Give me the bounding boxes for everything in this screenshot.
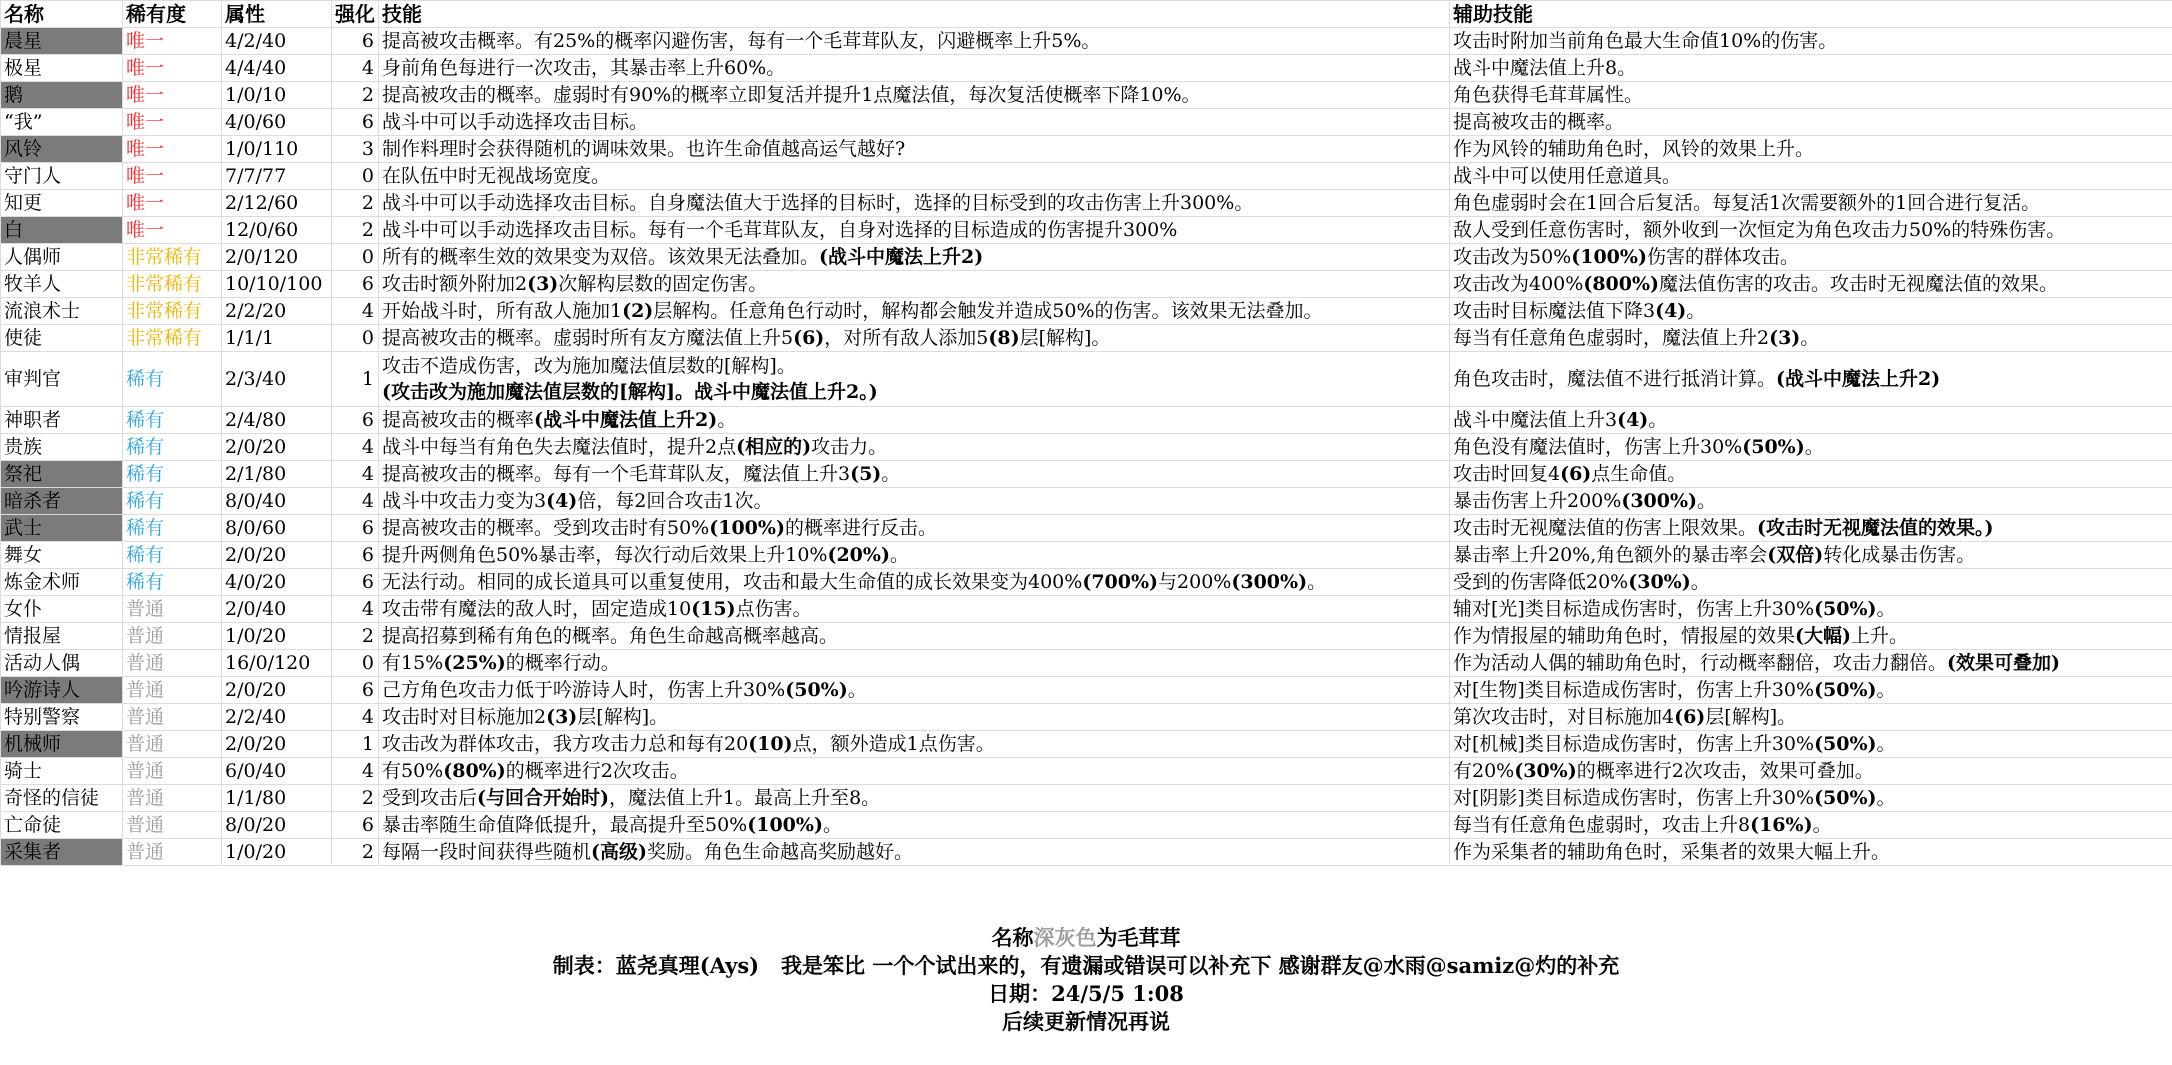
cell-rarity[interactable]: 唯一	[123, 28, 222, 55]
cell-attributes[interactable]: 1/0/20	[222, 839, 332, 866]
cell-attributes[interactable]: 7/7/77	[222, 163, 332, 190]
table-row	[1, 298, 2172, 325]
cell-skill[interactable]: 暴击率随生命值降低提升，最高提升至50%(100%)。	[379, 812, 1450, 839]
cell-name[interactable]: 晨星	[1, 28, 123, 55]
table-row	[1, 434, 2172, 461]
cell-name[interactable]: 机械师	[1, 731, 123, 758]
cell-enhance[interactable]: 2	[332, 217, 379, 244]
cell-skill[interactable]: 己方角色攻击力低于吟游诗人时，伤害上升30%(50%)。	[379, 677, 1450, 704]
cell-enhance[interactable]: 6	[332, 812, 379, 839]
cell-attributes[interactable]: 1/0/110	[222, 136, 332, 163]
cell-name[interactable]: 牧羊人	[1, 271, 123, 298]
cell-support-skill[interactable]: 敌人受到任意伤害时，额外收到一次恒定为角色攻击力50%的特殊伤害。	[1450, 217, 2172, 244]
legend-color-word: 深灰色	[1033, 925, 1097, 950]
table-row	[1, 785, 2172, 812]
cell-support-skill[interactable]: 有20%(30%)的概率进行2次攻击，效果可叠加。	[1450, 758, 2172, 785]
header-rarity[interactable]: 稀有度	[123, 1, 222, 28]
cell-enhance[interactable]: 1	[332, 731, 379, 758]
cell-support-skill[interactable]: 对[阴影]类目标造成伤害时，伤害上升30%(50%)。	[1450, 785, 2172, 812]
cell-attributes[interactable]: 8/0/60	[222, 515, 332, 542]
cell-name[interactable]: 奇怪的信徒	[1, 785, 123, 812]
cell-attributes[interactable]: 2/12/60	[222, 190, 332, 217]
cell-name[interactable]: 白	[1, 217, 123, 244]
cell-attributes[interactable]: 4/0/20	[222, 569, 332, 596]
cell-enhance[interactable]: 0	[332, 244, 379, 271]
cell-skill[interactable]: 战斗中可以手动选择攻击目标。每有一个毛茸茸队友，自身对选择的目标造成的伤害提升300%	[379, 217, 1450, 244]
cell-name[interactable]: 守门人	[1, 163, 123, 190]
table-row	[1, 190, 2172, 217]
cell-attributes[interactable]: 2/2/40	[222, 704, 332, 731]
cell-support-skill[interactable]: 角色虚弱时会在1回合后复活。每复活1次需要额外的1回合进行复活。	[1450, 190, 2172, 217]
cell-skill[interactable]: 提高被攻击概率。有25%的概率闪避伤害，每有一个毛茸茸队友，闪避概率上升5%。	[379, 28, 1450, 55]
cell-name[interactable]: 采集者	[1, 839, 123, 866]
table-row	[1, 244, 2172, 271]
table-row	[1, 82, 2172, 109]
cell-attributes[interactable]: 6/0/40	[222, 758, 332, 785]
cell-rarity[interactable]: 稀有	[123, 569, 222, 596]
cell-name[interactable]: 知更	[1, 190, 123, 217]
cell-name[interactable]: 特别警察	[1, 704, 123, 731]
cell-enhance[interactable]: 6	[332, 407, 379, 434]
cell-attributes[interactable]: 2/2/20	[222, 298, 332, 325]
cell-name[interactable]: 女仆	[1, 596, 123, 623]
footer-notes	[0, 924, 2172, 1036]
cell-enhance[interactable]: 4	[332, 704, 379, 731]
cell-attributes[interactable]: 2/0/20	[222, 434, 332, 461]
cell-name[interactable]: 情报屋	[1, 623, 123, 650]
cell-rarity[interactable]: 非常稀有	[123, 298, 222, 325]
cell-attributes[interactable]: 2/0/20	[222, 542, 332, 569]
cell-enhance[interactable]: 0	[332, 650, 379, 677]
cell-rarity[interactable]: 普通	[123, 704, 222, 731]
cell-rarity[interactable]: 非常稀有	[123, 271, 222, 298]
cell-support-skill[interactable]: 攻击时目标魔法值下降3(4)。	[1450, 298, 2172, 325]
cell-support-skill[interactable]: 受到的伤害降低20%(30%)。	[1450, 569, 2172, 596]
table-row	[1, 596, 2172, 623]
header-name[interactable]: 名称	[1, 1, 123, 28]
cell-name[interactable]: 鹅	[1, 82, 123, 109]
cell-rarity[interactable]: 稀有	[123, 407, 222, 434]
cell-enhance[interactable]: 4	[332, 298, 379, 325]
cell-support-skill[interactable]: 作为情报屋的辅助角色时，情报屋的效果(大幅)上升。	[1450, 623, 2172, 650]
cell-support-skill[interactable]: 角色获得毛茸茸属性。	[1450, 82, 2172, 109]
cell-attributes[interactable]: 1/1/1	[222, 325, 332, 352]
cell-skill[interactable]: 攻击改为群体攻击，我方攻击力总和每有20(10)点，额外造成1点伤害。	[379, 731, 1450, 758]
cell-skill[interactable]: 提升两侧角色50%暴击率，每次行动后效果上升10%(20%)。	[379, 542, 1450, 569]
cell-enhance[interactable]: 6	[332, 677, 379, 704]
cell-name[interactable]: 暗杀者	[1, 488, 123, 515]
cell-attributes[interactable]: 4/0/60	[222, 109, 332, 136]
cell-support-skill[interactable]: 作为风铃的辅助角色时，风铃的效果上升。	[1450, 136, 2172, 163]
cell-rarity[interactable]: 唯一	[123, 109, 222, 136]
table-row	[1, 217, 2172, 244]
header-enhance[interactable]: 强化	[332, 1, 379, 28]
table-row	[1, 271, 2172, 298]
header-attributes[interactable]: 属性	[222, 1, 332, 28]
cell-attributes[interactable]: 2/0/20	[222, 677, 332, 704]
table-row	[1, 55, 2172, 82]
cell-attributes[interactable]: 1/0/20	[222, 623, 332, 650]
table-row	[1, 839, 2172, 866]
cell-name[interactable]: 炼金术师	[1, 569, 123, 596]
table-row	[1, 488, 2172, 515]
cell-name[interactable]: “我”	[1, 109, 123, 136]
cell-support-skill[interactable]: 每当有任意角色虚弱时，魔法值上升2(3)。	[1450, 325, 2172, 352]
table-row	[1, 325, 2172, 352]
cell-skill[interactable]: 战斗中攻击力变为3(4)倍，每2回合攻击1次。	[379, 488, 1450, 515]
cell-attributes[interactable]: 4/4/40	[222, 55, 332, 82]
cell-support-skill[interactable]: 攻击改为50%(100%)伤害的群体攻击。	[1450, 244, 2172, 271]
table-row	[1, 515, 2172, 542]
cell-name[interactable]: 骑士	[1, 758, 123, 785]
cell-enhance[interactable]: 6	[332, 515, 379, 542]
cell-attributes[interactable]: 4/2/40	[222, 28, 332, 55]
cell-skill[interactable]: 攻击时额外附加2(3)次解构层数的固定伤害。	[379, 271, 1450, 298]
cell-enhance[interactable]: 4	[332, 55, 379, 82]
cell-skill[interactable]: 提高被攻击的概率。每有一个毛茸茸队友，魔法值上升3(5)。	[379, 461, 1450, 488]
cell-attributes[interactable]: 1/0/10	[222, 82, 332, 109]
cell-skill[interactable]: 在队伍中时无视战场宽度。	[379, 163, 1450, 190]
cell-support-skill[interactable]: 角色攻击时，魔法值不进行抵消计算。(战斗中魔法上升2)	[1450, 352, 2172, 407]
cell-skill[interactable]: 提高招募到稀有角色的概率。角色生命越高概率越高。	[379, 623, 1450, 650]
cell-enhance[interactable]: 0	[332, 163, 379, 190]
cell-rarity[interactable]: 唯一	[123, 136, 222, 163]
cell-attributes[interactable]: 8/0/20	[222, 812, 332, 839]
cell-name[interactable]: 使徒	[1, 325, 123, 352]
cell-name[interactable]: 极星	[1, 55, 123, 82]
cell-rarity[interactable]: 普通	[123, 785, 222, 812]
table-row	[1, 569, 2172, 596]
cell-support-skill[interactable]: 对[机械]类目标造成伤害时，伤害上升30%(50%)。	[1450, 731, 2172, 758]
cell-name[interactable]: 风铃	[1, 136, 123, 163]
cell-name[interactable]: 活动人偶	[1, 650, 123, 677]
cell-enhance[interactable]: 4	[332, 596, 379, 623]
table-row	[1, 623, 2172, 650]
cell-enhance[interactable]: 6	[332, 542, 379, 569]
cell-skill[interactable]: 受到攻击后(与回合开始时)，魔法值上升1。最高上升至8。	[379, 785, 1450, 812]
cell-support-skill[interactable]: 每当有任意角色虚弱时，攻击上升8(16%)。	[1450, 812, 2172, 839]
table-row	[1, 812, 2172, 839]
cell-name[interactable]: 贵族	[1, 434, 123, 461]
cell-rarity[interactable]: 稀有	[123, 488, 222, 515]
cell-support-skill[interactable]: 角色没有魔法值时，伤害上升30%(50%)。	[1450, 434, 2172, 461]
cell-enhance[interactable]: 2	[332, 82, 379, 109]
cell-attributes[interactable]: 2/0/120	[222, 244, 332, 271]
header-skill[interactable]: 技能	[379, 1, 1450, 28]
cell-rarity[interactable]: 稀有	[123, 434, 222, 461]
cell-support-skill[interactable]: 战斗中魔法值上升8。	[1450, 55, 2172, 82]
cell-enhance[interactable]: 6	[332, 28, 379, 55]
cell-name[interactable]: 舞女	[1, 542, 123, 569]
cell-skill[interactable]: 每隔一段时间获得些随机(高级)奖励。角色生命越高奖励越好。	[379, 839, 1450, 866]
cell-enhance[interactable]: 2	[332, 785, 379, 812]
cell-attributes[interactable]: 8/0/40	[222, 488, 332, 515]
cell-attributes[interactable]: 1/1/80	[222, 785, 332, 812]
cell-support-skill[interactable]: 攻击时无视魔法值的伤害上限效果。(攻击时无视魔法值的效果。)	[1450, 515, 2172, 542]
cell-skill[interactable]: 制作料理时会获得随机的调味效果。也许生命值越高运气越好?	[379, 136, 1450, 163]
table-body	[1, 28, 2172, 866]
cell-enhance[interactable]: 3	[332, 136, 379, 163]
cell-skill[interactable]: 提高被攻击的概率。受到攻击时有50%(100%)的概率进行反击。	[379, 515, 1450, 542]
cell-support-skill[interactable]: 对[生物]类目标造成伤害时，伤害上升30%(50%)。	[1450, 677, 2172, 704]
cell-name[interactable]: 祭祀	[1, 461, 123, 488]
cell-rarity[interactable]: 普通	[123, 677, 222, 704]
cell-support-skill[interactable]: 攻击时回复4(6)点生命值。	[1450, 461, 2172, 488]
cell-enhance[interactable]: 2	[332, 623, 379, 650]
table-row	[1, 136, 2172, 163]
cell-skill[interactable]: 攻击不造成伤害，改为施加魔法值层数的[解构]。 (攻击改为施加魔法值层数的[解构]。战斗中魔法值上升2。)	[379, 352, 1450, 407]
cell-rarity[interactable]: 普通	[123, 731, 222, 758]
cell-rarity[interactable]: 普通	[123, 596, 222, 623]
cell-skill[interactable]: 提高被攻击的概率(战斗中魔法值上升2)。	[379, 407, 1450, 434]
cell-skill[interactable]: 提高被攻击的概率。虚弱时所有友方魔法值上升5(6)，对所有敌人添加5(8)层[解构]。	[379, 325, 1450, 352]
cell-support-skill[interactable]: 战斗中魔法值上升3(4)。	[1450, 407, 2172, 434]
cell-attributes[interactable]: 2/4/80	[222, 407, 332, 434]
cell-attributes[interactable]: 2/1/80	[222, 461, 332, 488]
cell-attributes[interactable]: 2/3/40	[222, 352, 332, 407]
cell-enhance[interactable]: 2	[332, 839, 379, 866]
cell-support-skill[interactable]: 作为活动人偶的辅助角色时，行动概率翻倍，攻击力翻倍。(效果可叠加)	[1450, 650, 2172, 677]
cell-rarity[interactable]: 唯一	[123, 55, 222, 82]
table-row	[1, 758, 2172, 785]
cell-name[interactable]: 审判官	[1, 352, 123, 407]
cell-support-skill[interactable]: 第次攻击时，对目标施加4(6)层[解构]。	[1450, 704, 2172, 731]
cell-skill[interactable]: 攻击带有魔法的敌人时，固定造成10(15)点伤害。	[379, 596, 1450, 623]
cell-rarity[interactable]: 非常稀有	[123, 244, 222, 271]
cell-skill[interactable]: 战斗中每当有角色失去魔法值时，提升2点(相应的)攻击力。	[379, 434, 1450, 461]
cell-skill[interactable]: 所有的概率生效的效果变为双倍。该效果无法叠加。(战斗中魔法上升2)	[379, 244, 1450, 271]
credits-line: 制表：蓝尧真理(Ays) 我是笨比 一个个试出来的，有遗漏或错误可以补充下 感谢群友@水雨@samiz@灼的补充	[552, 953, 1620, 978]
cell-attributes[interactable]: 16/0/120	[222, 650, 332, 677]
table-row	[1, 704, 2172, 731]
cell-attributes[interactable]: 12/0/60	[222, 217, 332, 244]
cell-support-skill[interactable]: 作为采集者的辅助角色时，采集者的效果大幅上升。	[1450, 839, 2172, 866]
cell-rarity[interactable]: 非常稀有	[123, 325, 222, 352]
cell-rarity[interactable]: 唯一	[123, 82, 222, 109]
cell-name[interactable]: 神职者	[1, 407, 123, 434]
cell-enhance[interactable]: 0	[332, 325, 379, 352]
cell-enhance[interactable]: 2	[332, 190, 379, 217]
cell-rarity[interactable]: 唯一	[123, 217, 222, 244]
legend-suffix: 为毛茸茸	[1096, 925, 1181, 950]
cell-skill[interactable]: 战斗中可以手动选择攻击目标。自身魔法值大于选择的目标时，选择的目标受到的攻击伤害上升300%。	[379, 190, 1450, 217]
cell-attributes[interactable]: 10/10/100	[222, 271, 332, 298]
cell-skill[interactable]: 战斗中可以手动选择攻击目标。	[379, 109, 1450, 136]
cell-rarity[interactable]: 普通	[123, 623, 222, 650]
table-row	[1, 461, 2172, 488]
legend-prefix: 名称	[991, 925, 1034, 950]
table-row	[1, 731, 2172, 758]
cell-rarity[interactable]: 普通	[123, 812, 222, 839]
cell-attributes[interactable]: 2/0/20	[222, 731, 332, 758]
cell-skill[interactable]: 开始战斗时，所有敌人施加1(2)层解构。任意角色行动时，解构都会触发并造成50%的伤害。该效果无法叠加。	[379, 298, 1450, 325]
cell-skill[interactable]: 身前角色每进行一次攻击，其暴击率上升60%。	[379, 55, 1450, 82]
header-support-skill[interactable]: 辅助技能	[1450, 1, 2172, 28]
cell-rarity[interactable]: 普通	[123, 758, 222, 785]
cell-enhance[interactable]: 6	[332, 109, 379, 136]
update-note: 后续更新情况再说	[1002, 1009, 1170, 1034]
cell-enhance[interactable]: 1	[332, 352, 379, 407]
table-row	[1, 542, 2172, 569]
cell-rarity[interactable]: 稀有	[123, 515, 222, 542]
table-row	[1, 163, 2172, 190]
cell-enhance[interactable]: 6	[332, 569, 379, 596]
cell-skill[interactable]: 攻击时对目标施加2(3)层[解构]。	[379, 704, 1450, 731]
cell-rarity[interactable]: 稀有	[123, 352, 222, 407]
header-row	[1, 1, 2172, 28]
cell-rarity[interactable]: 稀有	[123, 542, 222, 569]
cell-name[interactable]: 流浪术士	[1, 298, 123, 325]
table-row	[1, 109, 2172, 136]
cell-support-skill[interactable]: 辅对[光]类目标造成伤害时，伤害上升30%(50%)。	[1450, 596, 2172, 623]
cell-name[interactable]: 武士	[1, 515, 123, 542]
cell-name[interactable]: 亡命徒	[1, 812, 123, 839]
cell-rarity[interactable]: 唯一	[123, 190, 222, 217]
table-row	[1, 407, 2172, 434]
cell-attributes[interactable]: 2/0/40	[222, 596, 332, 623]
table-row	[1, 677, 2172, 704]
cell-rarity[interactable]: 稀有	[123, 461, 222, 488]
cell-enhance[interactable]: 4	[332, 488, 379, 515]
cell-skill[interactable]: 提高被攻击的概率。虚弱时有90%的概率立即复活并提升1点魔法值，每次复活使概率下降10%。	[379, 82, 1450, 109]
color-legend	[0, 924, 2172, 952]
cell-support-skill[interactable]: 战斗中可以使用任意道具。	[1450, 163, 2172, 190]
cell-support-skill[interactable]: 攻击改为400%(800%)魔法值伤害的攻击。攻击时无视魔法值的效果。	[1450, 271, 2172, 298]
cell-support-skill[interactable]: 暴击率上升20%,角色额外的暴击率会(双倍)转化成暴击伤害。	[1450, 542, 2172, 569]
cell-skill[interactable]: 无法行动。相同的成长道具可以重复使用，攻击和最大生命值的成长效果变为400%(700%)与200%(300%)。	[379, 569, 1450, 596]
cell-rarity[interactable]: 唯一	[123, 163, 222, 190]
cell-name[interactable]: 吟游诗人	[1, 677, 123, 704]
cell-enhance[interactable]: 4	[332, 758, 379, 785]
cell-rarity[interactable]: 普通	[123, 650, 222, 677]
date-line: 日期：24/5/5 1:08	[988, 981, 1184, 1006]
cell-enhance[interactable]: 4	[332, 461, 379, 488]
table-row	[1, 352, 2172, 407]
cell-rarity[interactable]: 普通	[123, 839, 222, 866]
cell-skill[interactable]: 有50%(80%)的概率进行2次攻击。	[379, 758, 1450, 785]
cell-enhance[interactable]: 4	[332, 434, 379, 461]
cell-support-skill[interactable]: 暴击伤害上升200%(300%)。	[1450, 488, 2172, 515]
cell-support-skill[interactable]: 攻击时附加当前角色最大生命值10%的伤害。	[1450, 28, 2172, 55]
table-row	[1, 28, 2172, 55]
cell-support-skill[interactable]: 提高被攻击的概率。	[1450, 109, 2172, 136]
cell-enhance[interactable]: 6	[332, 271, 379, 298]
cell-skill[interactable]: 有15%(25%)的概率行动。	[379, 650, 1450, 677]
cell-name[interactable]: 人偶师	[1, 244, 123, 271]
table-row	[1, 650, 2172, 677]
